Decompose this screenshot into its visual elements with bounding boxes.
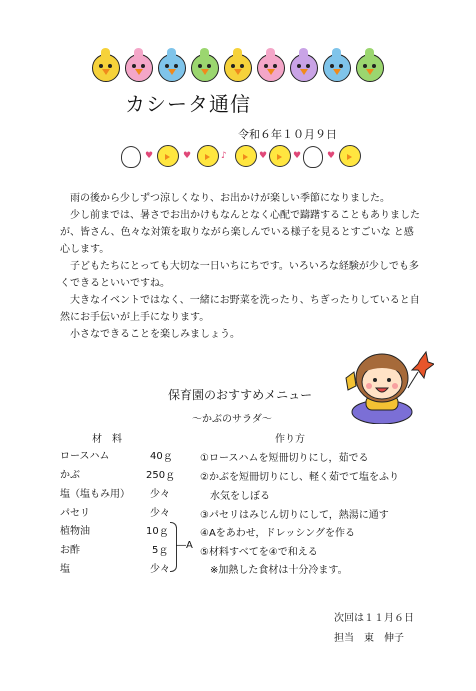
ingredient-group-label: ―A <box>176 540 193 551</box>
next-issue-date: 次回は１１月６日 <box>334 613 414 624</box>
body-paragraph: 少し前までは、暑さでお出かけもなんとなく心配で躊躇することもありましたが、皆さん、色々な対策を取りながら楽しんでいる様子を見るとすごいな と感心します。 <box>60 210 420 255</box>
heart-icon: ♥ <box>293 151 302 161</box>
ingredient-amount: 250ｇ <box>146 470 176 481</box>
child-with-leaf-illustration <box>338 342 434 424</box>
bird-icon <box>125 54 153 82</box>
ingredients-header: 材 料 <box>92 434 122 445</box>
recipe-title: 保育園のおすすめメニュー <box>168 388 313 402</box>
bird-icon <box>191 54 219 82</box>
ingredient-amount: 少々 <box>150 564 170 575</box>
chick-border <box>117 143 367 169</box>
bird-icon <box>224 54 252 82</box>
ingredient-name: パセリ <box>60 508 90 519</box>
body-paragraph: 子どもたちにとっても大切な一日いちにちです。いろいろな経験が少しでも多くできるといいですね。 <box>60 261 419 289</box>
page-title: カシータ通信 <box>125 92 251 116</box>
chick-icon <box>269 145 291 167</box>
author-credit: 担当 東 伸子 <box>334 633 404 644</box>
bird-icon <box>158 54 186 82</box>
steps-header: 作り方 <box>275 434 305 445</box>
bird-icon <box>356 54 384 82</box>
recipe-step: ⑤材料すべてを④で和える <box>200 547 318 558</box>
chick-icon <box>197 145 219 167</box>
bird-border-top <box>92 50 392 86</box>
recipe-subtitle: ～かぶのサラダ～ <box>192 414 272 425</box>
hatching-chick-icon <box>303 146 323 168</box>
hatching-chick-icon <box>121 146 141 168</box>
ingredient-amount: 10ｇ <box>146 526 169 537</box>
ingredient-amount: 40ｇ <box>150 451 173 462</box>
recipe-step: ※加熱した食材は十分冷ます。 <box>200 565 348 576</box>
recipe-step: ②かぶを短冊切りにし、軽く茹でて塩をふり <box>200 472 399 483</box>
body-paragraph: 雨の後から少しずつ涼しくなり、お出かけが楽しい季節になりました。 <box>60 193 390 204</box>
chick-icon <box>235 145 257 167</box>
ingredient-name: 塩 <box>60 564 70 575</box>
recipe-step: ③パセリはみじん切りにして，熱湯に通す <box>200 510 389 521</box>
ingredient-name: ロースハム <box>60 451 110 462</box>
recipe-step: 水気をしぼる <box>200 491 270 502</box>
newsletter-body <box>60 190 420 343</box>
music-note-icon: ♪ <box>221 151 227 161</box>
ingredient-name: 植物油 <box>60 526 90 537</box>
chick-icon <box>157 145 179 167</box>
bird-icon <box>323 54 351 82</box>
body-paragraph: 大きなイベントではなく、一緒にお野菜を洗ったり、ちぎったりしていると自然にお手伝いが上手になります。 <box>60 295 420 323</box>
chick-icon <box>339 145 361 167</box>
heart-icon: ♥ <box>259 151 268 161</box>
bird-icon <box>257 54 285 82</box>
body-paragraph: 小さなできることを楽しみましょう。 <box>60 329 240 340</box>
heart-icon: ♥ <box>145 151 154 161</box>
ingredient-amount: 少々 <box>150 489 170 500</box>
ingredient-amount: 少々 <box>150 508 170 519</box>
bird-icon <box>92 54 120 82</box>
recipe-step: ④Aをあわせ，ドレッシングを作る <box>200 528 355 539</box>
ingredient-name: 塩（塩もみ用） <box>60 489 130 500</box>
recipe-step: ①ロースハムを短冊切りにし，茹でる <box>200 453 369 464</box>
issue-date: 令和６年１０月９日 <box>238 128 337 141</box>
bird-icon <box>290 54 318 82</box>
heart-icon: ♥ <box>183 151 192 161</box>
ingredient-amount: 5ｇ <box>152 545 169 556</box>
heart-icon: ♥ <box>327 151 336 161</box>
ingredient-name: かぶ <box>60 470 80 481</box>
ingredient-name: お酢 <box>60 545 80 556</box>
